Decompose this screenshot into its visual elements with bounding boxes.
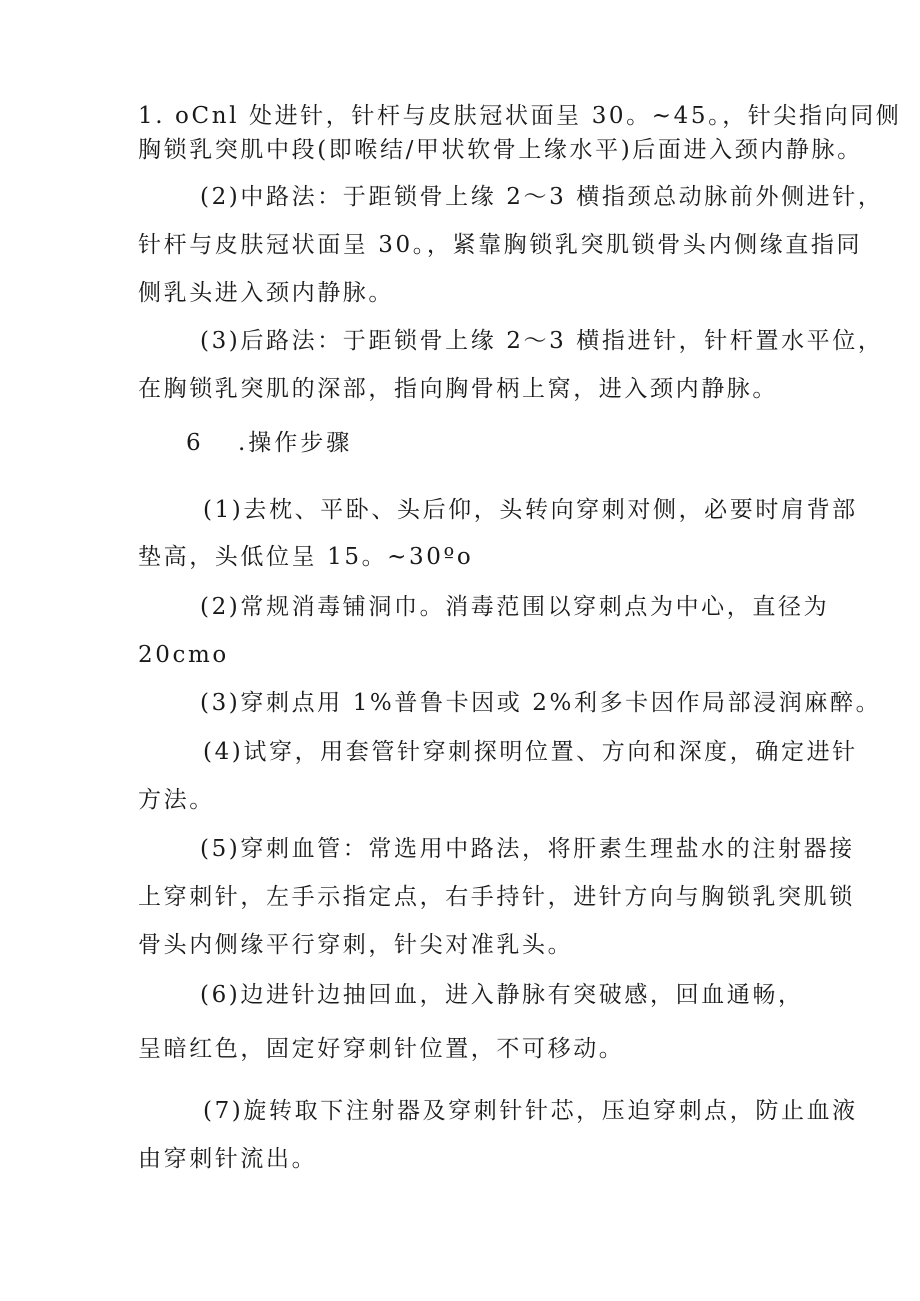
text-line: (7)旋转取下注射器及穿刺针针芯，压迫穿刺点，防止血液: [203, 1098, 858, 1124]
text-line: 针杆与皮肤冠状面呈 30。，紧靠胸锁乳突肌锁骨头内侧缘直指同: [138, 232, 863, 258]
section-heading: [186, 428, 352, 458]
text-line: (4)试穿，用套管针穿刺探明位置、方向和深度，确定进针: [203, 739, 858, 765]
text-line: 由穿刺针流出。: [138, 1146, 318, 1172]
section-number: 6: [186, 430, 204, 456]
text-line: 方法。: [138, 787, 215, 813]
text-line: 在胸锁乳突肌的深部，指向胸骨柄上窝，进入颈内静脉。: [138, 376, 778, 402]
text-line: (6)边进针边抽回血，进入静脉有突破感，回血通畅，: [200, 982, 804, 1008]
text-line: (3)穿刺点用 1%普鲁卡因或 2%利多卡因作局部浸润麻醉。: [200, 690, 882, 716]
text-line: 胸锁乳突肌中段(即喉结/甲状软骨上缘水平)后面进入颈内静脉。: [138, 137, 863, 163]
section-title: .操作步骤: [238, 430, 353, 456]
text-line: 垫高，头低位呈 15。~30ºo: [138, 544, 474, 570]
text-line: (3)后路法：于距锁骨上缘 2～3 横指进针，针杆置水平位，: [200, 328, 884, 354]
text-line: (5)穿刺血管：常选用中路法，将肝素生理盐水的注射器接: [200, 836, 855, 862]
text-line: 1. oCnl 处进针，针杆与皮肤冠状面呈 30。~45。，针尖指向同侧: [138, 103, 902, 129]
text-line: 20cmo: [138, 642, 229, 668]
text-line: 呈暗红色，固定好穿刺针位置，不可移动。: [138, 1036, 625, 1062]
text-line: 侧乳头进入颈内静脉。: [138, 280, 394, 306]
text-line: 骨头内侧缘平行穿刺，针尖对准乳头。: [138, 932, 574, 958]
text-line: (2)中路法：于距锁骨上缘 2～3 横指颈总动脉前外侧进针，: [200, 184, 884, 210]
text-line: (2)常规消毒铺洞巾。消毒范围以穿刺点为中心，直径为: [200, 594, 830, 620]
text-line: (1)去枕、平卧、头后仰，头转向穿刺对侧，必要时肩背部: [203, 497, 858, 523]
text-line: 上穿刺针，左手示指定点，右手持针，进针方向与胸锁乳突肌锁: [138, 884, 855, 910]
